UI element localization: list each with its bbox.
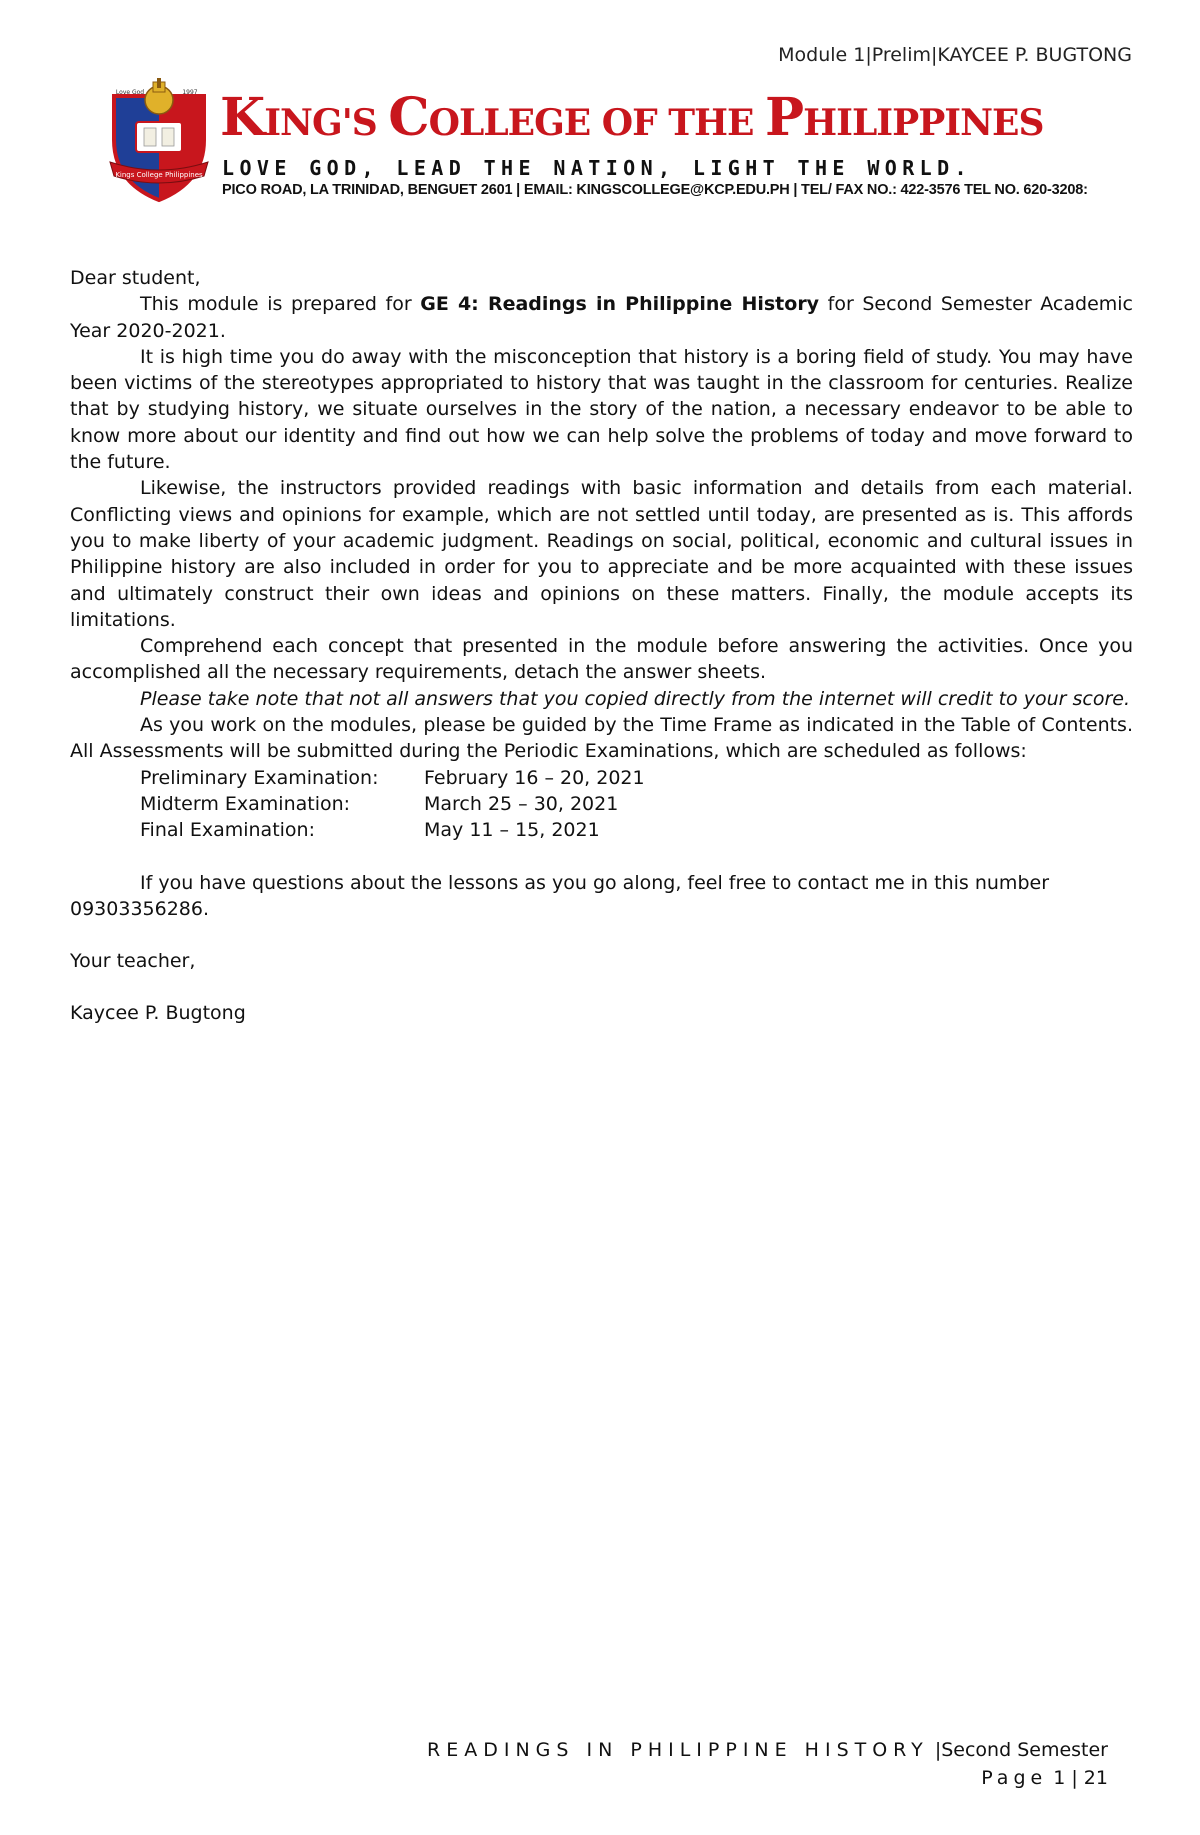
college-name: KING'S COLLEGE OF THE PHILIPPINES [220, 87, 1044, 148]
paragraph-intro: This module is prepared for GE 4: Readings in Philippine History for Second Semester Academic Year 2020-2021. [70, 293, 1133, 342]
schedule-row: Midterm Examination: March 25 – 30, 2021 [140, 792, 619, 815]
college-address: PICO ROAD, LA TRINIDAD, BENGUET 2601 | EMAIL: KINGSCOLLEGE@KCP.EDU.PH | TEL/ FAX NO.: 422-3576 TEL NO. 620-3208: [222, 182, 1088, 198]
paragraph-comprehend: Comprehend each concept that presented in the module before answering the activities. Once you accomplished all the necessary requirements, detach the answer sheets. [70, 635, 1133, 684]
course-title: GE 4: Readings in Philippine History [420, 293, 820, 316]
paragraph-readings: Likewise, the instructors provided readings with basic information and details from each material. Conflicting views and opinions for example, which are not settled until today, are presented as is. This affords you to make liberty of your academic judgment. Readings on social, political, economic and cultural issues in Philippine history are also included in order for you to appreciate and be more acquainted with these issues and ultimately construct their own ideas and opinions on these matters. Finally, the module accepts its limitations. [70, 477, 1133, 631]
paragraph-history: It is high time you do away with the misconception that history is a boring field of study. You may have been victims of the stereotypes appropriated to history that was taught in the classroom for centuries. Realize that by studying history, we situate ourselves in the story of the nation, a necessary endeavor to be able to know more about our identity and find out how we can help solve the problems of today and move forward to the future. [70, 345, 1133, 474]
logo-ribbon-text: Kings College Philippines [115, 171, 203, 179]
college-motto: LOVE GOD, LEAD THE NATION, LIGHT THE WORLD. [222, 156, 972, 180]
closing: Your teacher, [70, 950, 196, 973]
schedule-row: Preliminary Examination: February 16 – 20, 2021 [140, 766, 645, 789]
college-crest-logo [100, 78, 218, 204]
signature: Kaycee P. Bugtong [70, 1002, 246, 1025]
logo-year-text: 1997 [182, 89, 198, 96]
paragraph-schedule-intro: As you work on the modules, please be guided by the Time Frame as indicated in the Table of Contents. All Assessments will be submitted during the Periodic Examinations, which are scheduled as follows: [70, 714, 1133, 763]
footer-course: READINGS IN PHILIPPINE HISTORY |Second Semester [427, 1739, 1108, 1761]
schedule-row: Final Examination: May 11 – 15, 2021 [140, 819, 600, 842]
module-header: Module 1|Prelim|KAYCEE P. BUGTONG [778, 44, 1132, 66]
logo-left-text: Love God [115, 89, 145, 96]
exam-schedule [140, 765, 1133, 844]
letter-body [70, 265, 1133, 1027]
paragraph-contact: If you have questions about the lessons as you go along, feel free to contact me in this number 09303356286. [70, 871, 1050, 920]
footer-page-number: Page 1 | 21 [981, 1767, 1108, 1789]
salutation: Dear student, [70, 267, 201, 289]
paragraph-note: Please take note that not all answers that you copied directly from the internet will credit to your score. [140, 687, 1130, 710]
letterhead [100, 78, 1140, 208]
